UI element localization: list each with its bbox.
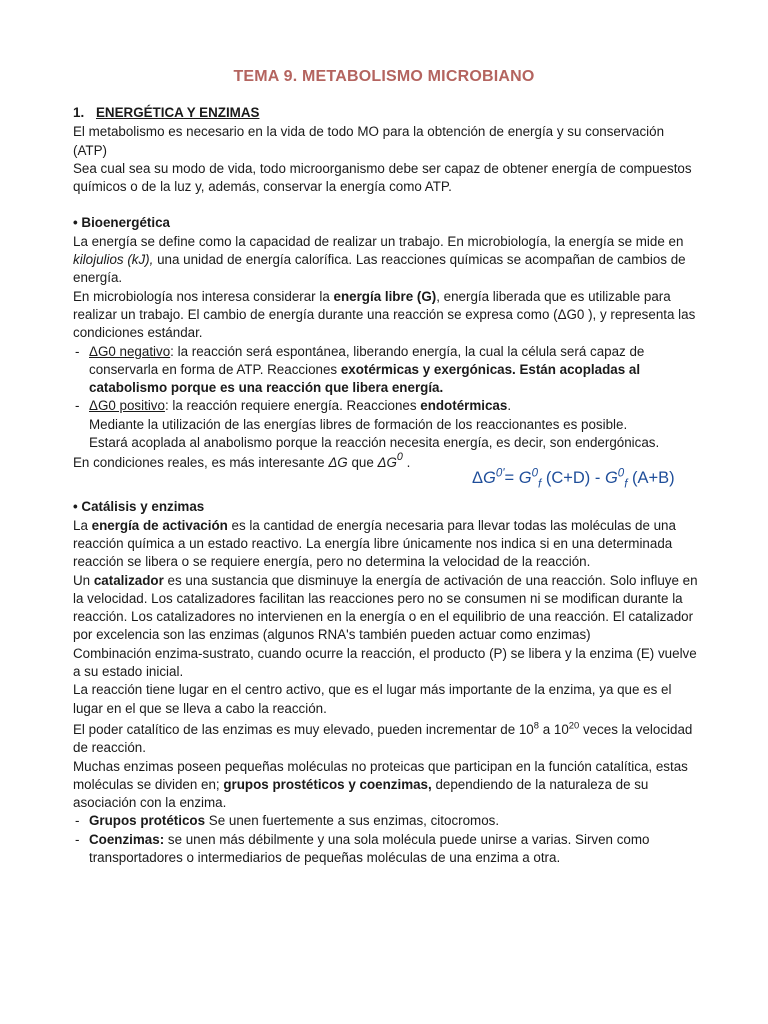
subsection-heading-catalisis: • Catálisis y enzimas (73, 499, 205, 515)
paragraph: La reacción tiene lugar en el centro activo, que es el lugar más importante de la enzima, ya que es el lugar en el que se lleva a cabo la reacción. (73, 682, 672, 716)
paragraph: El metabolismo es necesario en la vida de todo MO para la obtención de energía y su conservación (ATP) (73, 124, 665, 158)
conditions-text: En condiciones reales, es más interesante ΔG que $\Delta G^0$ . (73, 450, 411, 471)
list-item: - ΔG0 negativo: la reacción será espontánea, liberando energía, la cual la célula será capaz de conservarla en forma de ATP. Reacciones exotérmicas y exergónicas. Están acopladas al catabolismo porque es una reacción que libera energía. (75, 343, 645, 396)
paragraph: Muchas enzimas poseen pequeñas moléculas no proteicas que participan en la función catalítica, estas moléculas se dividen en; grupos prostéticos y coenzimas, dependiendo de la naturaleza de su asociación con la enzima. (73, 758, 688, 811)
list-item: - Grupos protéticos Se unen fuertemente a sus enzimas, citocromos. (73, 812, 698, 830)
list-item: - ΔG0 positivo: la reacción requiere energía. Reacciones endotérmicas. Mediante la utilización de las energías libres de formación de los reaccionantes es posible. Estará acoplada al anabolismo porque la reacción necesita energía, es decir, son endergónicas. (75, 398, 660, 451)
paragraph: La energía se define como la capacidad de realizar un trabajo. En microbiología, la energía se mide en kilojulios (kJ), una unidad de energía calorífica. Las reacciones químicas se acompañan de cambios de energía. (73, 233, 686, 286)
dash-marker: - (75, 343, 80, 359)
paragraph: El poder catalítico de las enzimas es muy elevado, pueden incrementar de $10^8$ a $10^{20}$ veces la velocidad de reacción. (73, 720, 693, 756)
paragraph: Un catalizador es una sustancia que disminuye la energía de activación de una reacción. Solo influye en la velocidad. Los catalizadores facilitan las reacciones pero no se consumen ni se modifican durante la reacción. Los catalizadores no intervienen en la energía o en el equilibrio de una reacción. El catalizador por excelencia son las enzimas (algunos RNA's también pueden actuar como enzimas) (73, 572, 698, 643)
paragraph: Combinación enzima-sustrato, cuando ocurre la reacción, el producto (P) se libera y la enzima (E) vuelve a su estado inicial. (73, 645, 697, 680)
free-energy-formula: $\Delta G^{0'}= G^0_f$ $(C+D) - G^0_f$ (A+B) (472, 467, 675, 491)
list-item: - Coenzimas: se unen más débilmente y una sola molécula puede unirse a varias. Sirven como transportadores o intermediarios de pequeñas moléculas de una enzima a otra. (75, 831, 650, 865)
dash-marker: - (75, 813, 80, 829)
section-title: ENERGÉTICA Y ENZIMAS (96, 105, 260, 120)
document-title: TEMA 9. METABOLISMO MICROBIANO (233, 68, 535, 85)
section-number: 1. (73, 105, 85, 120)
subsection-heading-bioenergetica: • Bioenergética (73, 215, 170, 231)
paragraph: En microbiología nos interesa considerar la energía libre (G), energía liberada que es utilizable para realizar un trabajo. El cambio de energía durante una reacción se expresa como (ΔG0 ), y representa las condiciones estándar. (73, 288, 696, 341)
conditions-line (73, 452, 698, 492)
term: ΔG0 positivo (89, 398, 165, 414)
paragraph: Sea cual sea su modo de vida, todo microorganismo debe ser capaz de obtener energía de compuestos químicos o de la luz y, además, conservar la energía como ATP. (73, 160, 692, 195)
document-body (73, 104, 698, 867)
section-heading (73, 104, 698, 122)
paragraph: La energía de activación es la cantidad de energía necesaria para llevar todas las moléculas de una reacción química a un estado reactivo. La energía libre únicamente nos indica si en una determinada reacción se libera o se requiere energía, pero no determina la velocidad de la reacción. (73, 517, 676, 570)
dash-marker: - (75, 831, 80, 847)
term: ΔG0 negativo (89, 343, 171, 359)
dash-marker: - (75, 398, 80, 414)
